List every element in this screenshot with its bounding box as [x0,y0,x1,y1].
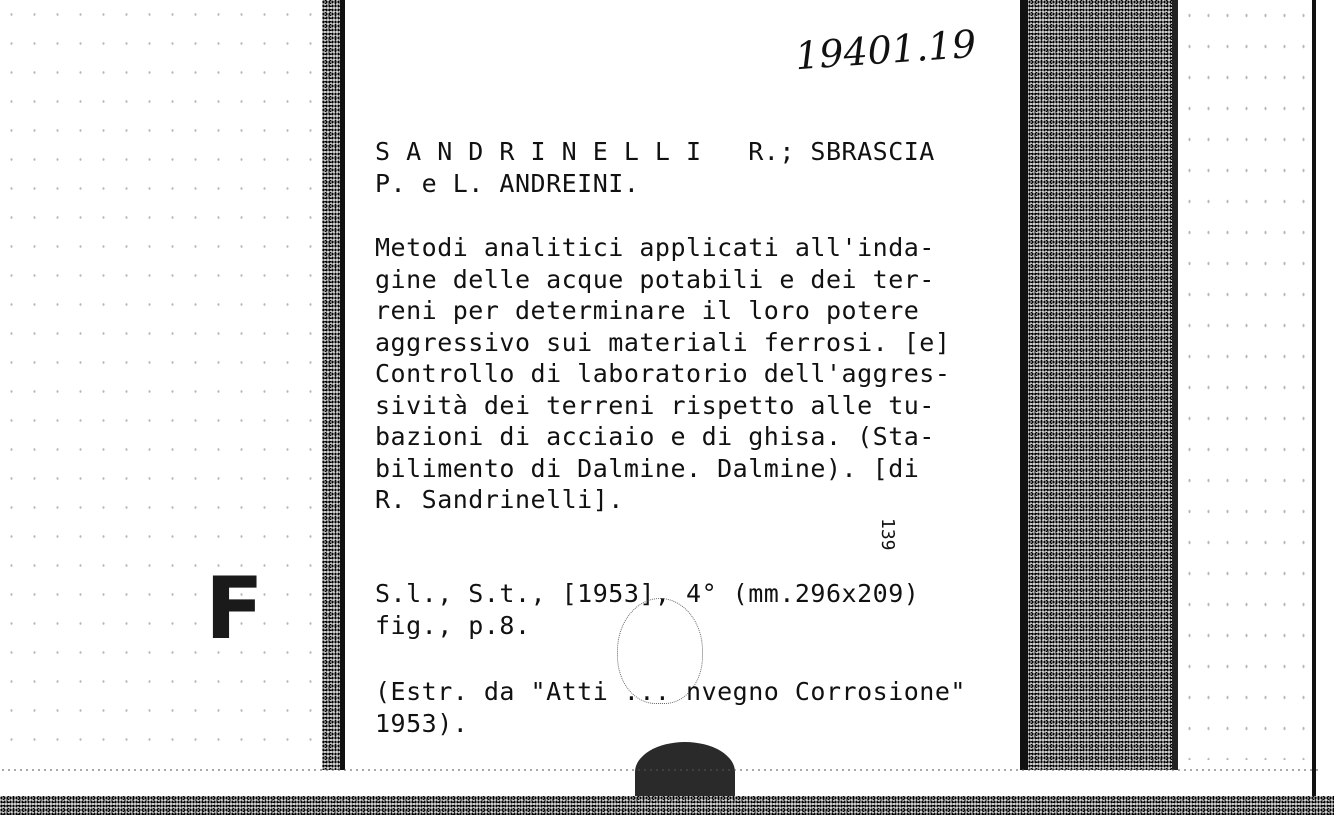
margin-letter: F [205,559,264,659]
margin-number: 139 [877,518,898,551]
bottom-dotted-line [0,768,1320,772]
card-authors: S A N D R I N E L L I R.; SBRASCIA P. e L. ANDREINI. [375,137,935,198]
scan-noise-left [0,0,320,760]
bottom-edge [0,796,1334,815]
card-punch-hole [635,742,735,802]
far-right-line [1312,0,1316,800]
card-note: (Estr. da "Atti ... nvegno Corrosione" 1953). [375,677,966,738]
card-imprint: S.l., S.t., [1953], 4° (mm.296x209) fig., p.8. [375,579,920,640]
right-card-edge [1028,0,1174,770]
handwritten-catalog-number: 19401.19 [793,21,978,79]
scan-noise-right [1180,0,1310,760]
right-border-line [1020,0,1028,770]
card-title: Metodi analitici applicati all'inda- gine delle acque potabili e dei ter- reni per determinare il loro potere aggressivo sui materiali ferrosi. [e] Controllo di laboratorio dell'aggres- sività dei terreni rispetto alle tu- bazioni di acciaio e di ghisa. (Sta- bilimento di Dalmine. Dalmine). [di R. Sandrinelli]. [375,233,951,514]
catalog-card [345,0,1020,768]
right-edge-line [1172,0,1178,770]
